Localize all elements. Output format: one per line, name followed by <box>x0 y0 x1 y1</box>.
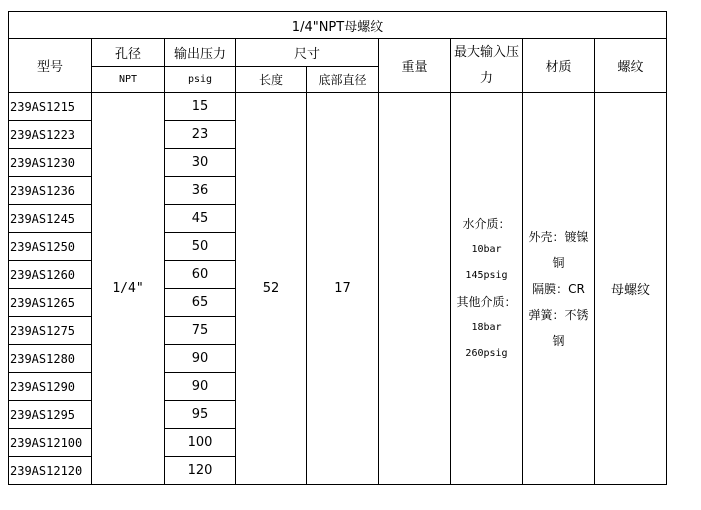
header-size: 尺寸 <box>236 39 379 67</box>
cell-output-pressure: 75 <box>165 317 236 345</box>
header-material: 材质 <box>523 39 595 93</box>
cell-thread: 母螺纹 <box>595 93 667 485</box>
cell-max-input-pressure <box>451 93 523 485</box>
cell-output-pressure: 60 <box>165 261 236 289</box>
cell-output-pressure: 90 <box>165 373 236 401</box>
header-output-pressure-unit: psig <box>165 67 236 93</box>
cell-model: 239AS1275 <box>9 317 92 345</box>
cell-model: 239AS1236 <box>9 177 92 205</box>
cell-output-pressure: 36 <box>165 177 236 205</box>
cell-model: 239AS1245 <box>9 205 92 233</box>
header-model: 型号 <box>9 39 92 93</box>
cell-output-pressure: 90 <box>165 345 236 373</box>
header-max-input-pressure: 最大输入压力 <box>451 39 523 93</box>
cell-output-pressure: 45 <box>165 205 236 233</box>
cell-output-pressure: 65 <box>165 289 236 317</box>
spec-table <box>8 11 667 485</box>
cell-model: 239AS12120 <box>9 457 92 485</box>
cell-output-pressure: 23 <box>165 121 236 149</box>
max-input-line: 10bar <box>471 243 502 255</box>
cell-model: 239AS1265 <box>9 289 92 317</box>
cell-model: 239AS1260 <box>9 261 92 289</box>
cell-output-pressure: 100 <box>165 429 236 457</box>
table-row <box>9 93 667 121</box>
max-input-line: 其他介质： <box>456 294 517 309</box>
cell-model: 239AS1223 <box>9 121 92 149</box>
cell-model: 239AS1295 <box>9 401 92 429</box>
cell-length: 52 <box>236 93 307 485</box>
cell-output-pressure: 50 <box>165 233 236 261</box>
material-line: 外壳：镀镍铜 <box>528 229 589 270</box>
header-weight: 重量 <box>379 39 451 93</box>
header-bore: 孔径 <box>92 39 165 67</box>
cell-weight <box>379 93 451 485</box>
cell-model: 239AS1290 <box>9 373 92 401</box>
cell-model: 239AS1230 <box>9 149 92 177</box>
cell-output-pressure: 120 <box>165 457 236 485</box>
max-input-line: 145psig <box>465 269 508 281</box>
max-input-line: 260psig <box>465 347 508 359</box>
cell-output-pressure: 15 <box>165 93 236 121</box>
table-title: 1/4"NPT母螺纹 <box>9 12 667 39</box>
header-length: 长度 <box>236 67 307 93</box>
cell-base-diameter: 17 <box>307 93 379 485</box>
cell-model: 239AS1250 <box>9 233 92 261</box>
header-thread: 螺纹 <box>595 39 667 93</box>
max-input-line: 18bar <box>471 321 502 333</box>
material-line: 隔膜：CR <box>532 281 585 296</box>
cell-output-pressure: 30 <box>165 149 236 177</box>
cell-model: 239AS1215 <box>9 93 92 121</box>
header-bore-unit: NPT <box>92 67 165 93</box>
header-output-pressure: 输出压力 <box>165 39 236 67</box>
cell-material <box>523 93 595 485</box>
cell-model: 239AS12100 <box>9 429 92 457</box>
header-base-diameter: 底部直径 <box>307 67 379 93</box>
cell-model: 239AS1280 <box>9 345 92 373</box>
cell-output-pressure: 95 <box>165 401 236 429</box>
cell-bore: 1/4" <box>92 93 165 485</box>
material-line: 弹簧：不锈钢 <box>528 307 589 348</box>
max-input-line: 水介质： <box>462 216 511 231</box>
